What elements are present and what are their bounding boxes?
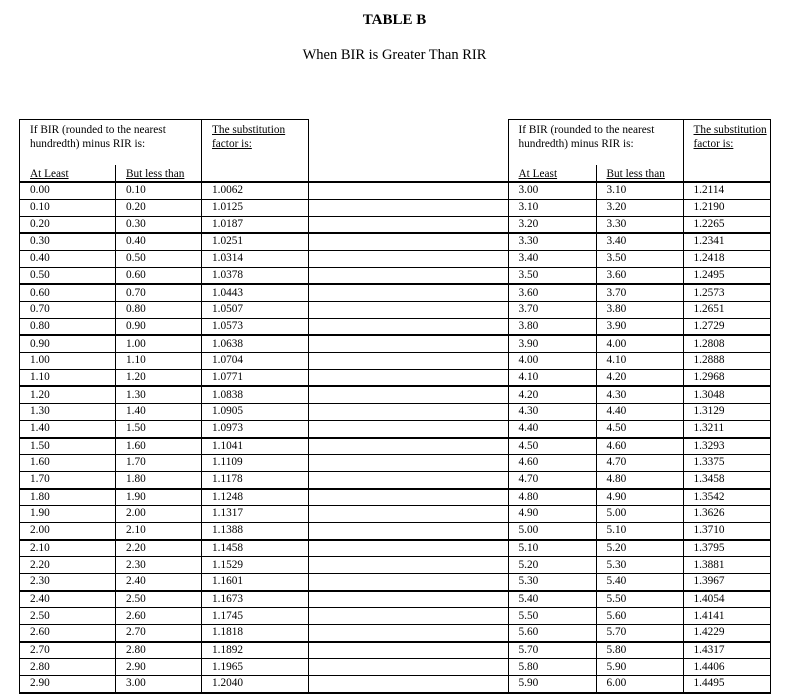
cell-at-least: 3.00 bbox=[508, 182, 596, 199]
cell-at-least: 5.20 bbox=[508, 557, 596, 574]
cell-at-least: 2.30 bbox=[20, 574, 116, 591]
column-header-at-least bbox=[508, 165, 596, 183]
cell-less-than: 3.60 bbox=[596, 267, 683, 284]
table-row bbox=[20, 216, 309, 233]
cell-factor: 1.3795 bbox=[683, 540, 770, 557]
spacer bbox=[308, 506, 508, 523]
table-row bbox=[20, 574, 309, 591]
spacer bbox=[308, 302, 508, 319]
cell-at-least: 4.60 bbox=[508, 455, 596, 472]
cell-factor: 1.0838 bbox=[202, 386, 309, 403]
cell-less-than: 5.60 bbox=[596, 608, 683, 625]
table-row bbox=[308, 676, 770, 693]
cell-at-least: 1.10 bbox=[20, 369, 116, 386]
column-header-at-least bbox=[20, 165, 116, 183]
cell-less-than: 0.90 bbox=[116, 318, 202, 335]
column-header-less-than bbox=[116, 165, 202, 183]
spacer bbox=[308, 591, 508, 608]
cell-factor: 1.1458 bbox=[202, 540, 309, 557]
cell-less-than: 1.60 bbox=[116, 438, 202, 455]
table-row bbox=[308, 489, 770, 506]
cell-factor: 1.1818 bbox=[202, 625, 309, 642]
table-row bbox=[308, 574, 770, 591]
table-row bbox=[20, 471, 309, 488]
table-row bbox=[308, 335, 770, 352]
table-row bbox=[308, 302, 770, 319]
spacer bbox=[308, 676, 508, 693]
cell-factor: 1.3542 bbox=[683, 489, 770, 506]
cell-at-least: 3.80 bbox=[508, 318, 596, 335]
cell-factor: 1.0771 bbox=[202, 369, 309, 386]
cell-at-least: 0.30 bbox=[20, 233, 116, 250]
spacer bbox=[308, 199, 508, 216]
cell-at-least: 4.70 bbox=[508, 471, 596, 488]
cell-factor: 1.2968 bbox=[683, 369, 770, 386]
spacer bbox=[308, 557, 508, 574]
cell-at-least: 5.80 bbox=[508, 659, 596, 676]
cell-at-least: 2.40 bbox=[20, 591, 116, 608]
table-row bbox=[308, 540, 770, 557]
table-row bbox=[308, 455, 770, 472]
cell-less-than: 2.70 bbox=[116, 625, 202, 642]
cell-less-than: 3.20 bbox=[596, 199, 683, 216]
cell-factor: 1.2190 bbox=[683, 199, 770, 216]
cell-factor: 1.2114 bbox=[683, 182, 770, 199]
table-row bbox=[20, 267, 309, 284]
cell-less-than: 5.80 bbox=[596, 642, 683, 659]
cell-factor: 1.2495 bbox=[683, 267, 770, 284]
table-row bbox=[308, 267, 770, 284]
cell-less-than: 2.90 bbox=[116, 659, 202, 676]
cell-at-least: 4.20 bbox=[508, 386, 596, 403]
cell-factor: 1.3458 bbox=[683, 471, 770, 488]
factor-header-text: The substitution factor is: bbox=[212, 124, 286, 151]
cell-factor: 1.0125 bbox=[202, 199, 309, 216]
cell-at-least: 5.30 bbox=[508, 574, 596, 591]
table-row bbox=[308, 625, 770, 642]
spacer bbox=[308, 353, 508, 370]
cell-at-least: 2.10 bbox=[20, 540, 116, 557]
range-header: If BIR (rounded to the nearest hundredth) minus RIR is: bbox=[20, 120, 202, 165]
cell-less-than: 2.30 bbox=[116, 557, 202, 574]
cell-less-than: 4.80 bbox=[596, 471, 683, 488]
cell-factor: 1.3967 bbox=[683, 574, 770, 591]
table-row bbox=[308, 404, 770, 421]
cell-at-least: 3.10 bbox=[508, 199, 596, 216]
cell-at-least: 0.40 bbox=[20, 250, 116, 267]
table-row bbox=[308, 318, 770, 335]
spacer bbox=[308, 438, 508, 455]
cell-less-than: 0.10 bbox=[116, 182, 202, 199]
cell-factor: 1.2573 bbox=[683, 284, 770, 301]
cell-at-least: 2.20 bbox=[20, 557, 116, 574]
table-row bbox=[20, 199, 309, 216]
spacer bbox=[308, 369, 508, 386]
cell-less-than: 1.20 bbox=[116, 369, 202, 386]
cell-factor: 1.1041 bbox=[202, 438, 309, 455]
cell-factor: 1.4495 bbox=[683, 676, 770, 693]
cell-less-than: 0.20 bbox=[116, 199, 202, 216]
table-row bbox=[308, 471, 770, 488]
table-row bbox=[308, 659, 770, 676]
spacer bbox=[308, 608, 508, 625]
table-row bbox=[20, 557, 309, 574]
cell-factor: 1.0905 bbox=[202, 404, 309, 421]
cell-factor: 1.0187 bbox=[202, 216, 309, 233]
cell-less-than: 1.00 bbox=[116, 335, 202, 352]
cell-at-least: 3.50 bbox=[508, 267, 596, 284]
cell-factor: 1.1109 bbox=[202, 455, 309, 472]
cell-factor: 1.1673 bbox=[202, 591, 309, 608]
cell-less-than: 5.50 bbox=[596, 591, 683, 608]
table-row bbox=[20, 386, 309, 403]
table-row bbox=[20, 591, 309, 608]
cell-factor: 1.3129 bbox=[683, 404, 770, 421]
cell-less-than: 3.50 bbox=[596, 250, 683, 267]
cell-at-least: 3.30 bbox=[508, 233, 596, 250]
cell-factor: 1.2418 bbox=[683, 250, 770, 267]
cell-at-least: 5.90 bbox=[508, 676, 596, 693]
cell-factor: 1.3626 bbox=[683, 506, 770, 523]
cell-less-than: 3.10 bbox=[596, 182, 683, 199]
cell-factor: 1.0378 bbox=[202, 267, 309, 284]
spacer bbox=[308, 625, 508, 642]
cell-at-least: 1.70 bbox=[20, 471, 116, 488]
spacer bbox=[308, 182, 508, 199]
cell-less-than: 1.50 bbox=[116, 420, 202, 437]
spacer bbox=[308, 318, 508, 335]
table-row bbox=[308, 506, 770, 523]
cell-less-than: 4.00 bbox=[596, 335, 683, 352]
spacer bbox=[308, 455, 508, 472]
cell-less-than: 2.50 bbox=[116, 591, 202, 608]
cell-at-least: 4.80 bbox=[508, 489, 596, 506]
cell-at-least: 0.20 bbox=[20, 216, 116, 233]
cell-less-than: 4.30 bbox=[596, 386, 683, 403]
cell-less-than: 4.50 bbox=[596, 420, 683, 437]
cell-at-least: 1.30 bbox=[20, 404, 116, 421]
cell-factor: 1.0062 bbox=[202, 182, 309, 199]
table-row bbox=[308, 369, 770, 386]
cell-at-least: 0.60 bbox=[20, 284, 116, 301]
table-row bbox=[20, 420, 309, 437]
spacer bbox=[308, 216, 508, 233]
cell-factor: 1.0638 bbox=[202, 335, 309, 352]
cell-factor: 1.4406 bbox=[683, 659, 770, 676]
cell-factor: 1.4229 bbox=[683, 625, 770, 642]
cell-at-least: 0.50 bbox=[20, 267, 116, 284]
cell-at-least: 5.40 bbox=[508, 591, 596, 608]
spacer bbox=[308, 250, 508, 267]
cell-at-least: 2.80 bbox=[20, 659, 116, 676]
cell-factor: 1.1388 bbox=[202, 522, 309, 539]
cell-less-than: 1.40 bbox=[116, 404, 202, 421]
cell-less-than: 3.90 bbox=[596, 318, 683, 335]
cell-factor: 1.2808 bbox=[683, 335, 770, 352]
table-row bbox=[20, 522, 309, 539]
cell-factor: 1.0443 bbox=[202, 284, 309, 301]
cell-factor: 1.2341 bbox=[683, 233, 770, 250]
cell-less-than: 2.60 bbox=[116, 608, 202, 625]
factor-header bbox=[683, 120, 770, 165]
table-row bbox=[20, 489, 309, 506]
cell-factor: 1.2651 bbox=[683, 302, 770, 319]
cell-at-least: 2.70 bbox=[20, 642, 116, 659]
spacer bbox=[308, 540, 508, 557]
table-row bbox=[308, 591, 770, 608]
cell-factor: 1.4317 bbox=[683, 642, 770, 659]
table-row bbox=[20, 302, 309, 319]
table-row bbox=[20, 233, 309, 250]
cell-at-least: 3.90 bbox=[508, 335, 596, 352]
cell-factor: 1.4054 bbox=[683, 591, 770, 608]
cell-factor: 1.1248 bbox=[202, 489, 309, 506]
cell-at-least: 2.60 bbox=[20, 625, 116, 642]
cell-factor: 1.2265 bbox=[683, 216, 770, 233]
table-row bbox=[20, 404, 309, 421]
cell-less-than: 3.70 bbox=[596, 284, 683, 301]
cell-at-least: 5.70 bbox=[508, 642, 596, 659]
cell-less-than: 5.40 bbox=[596, 574, 683, 591]
cell-factor: 1.3710 bbox=[683, 522, 770, 539]
cell-factor: 1.1892 bbox=[202, 642, 309, 659]
cell-less-than: 0.70 bbox=[116, 284, 202, 301]
cell-factor: 1.1529 bbox=[202, 557, 309, 574]
cell-factor: 1.2888 bbox=[683, 353, 770, 370]
cell-at-least: 4.30 bbox=[508, 404, 596, 421]
cell-at-least: 1.00 bbox=[20, 353, 116, 370]
table-row bbox=[20, 625, 309, 642]
spacer bbox=[308, 284, 508, 301]
spacer bbox=[308, 489, 508, 506]
cell-factor: 1.4141 bbox=[683, 608, 770, 625]
cell-at-least: 0.80 bbox=[20, 318, 116, 335]
cell-factor: 1.0573 bbox=[202, 318, 309, 335]
table-row bbox=[20, 318, 309, 335]
cell-less-than: 2.00 bbox=[116, 506, 202, 523]
cell-less-than: 4.10 bbox=[596, 353, 683, 370]
cell-at-least: 3.40 bbox=[508, 250, 596, 267]
cell-less-than: 3.00 bbox=[116, 676, 202, 693]
cell-factor: 1.1745 bbox=[202, 608, 309, 625]
table-row bbox=[20, 676, 309, 693]
cell-less-than: 1.90 bbox=[116, 489, 202, 506]
spacer bbox=[308, 233, 508, 250]
cell-factor: 1.3375 bbox=[683, 455, 770, 472]
cell-at-least: 4.40 bbox=[508, 420, 596, 437]
cell-less-than: 0.50 bbox=[116, 250, 202, 267]
cell-factor: 1.0507 bbox=[202, 302, 309, 319]
factor-header bbox=[202, 120, 309, 165]
column-header-factor bbox=[683, 165, 770, 183]
table-row bbox=[308, 557, 770, 574]
column-header-less-than bbox=[596, 165, 683, 183]
cell-less-than: 2.80 bbox=[116, 642, 202, 659]
cell-at-least: 1.80 bbox=[20, 489, 116, 506]
table-row bbox=[308, 642, 770, 659]
cell-factor: 1.3048 bbox=[683, 386, 770, 403]
table-row bbox=[308, 199, 770, 216]
table-row bbox=[20, 608, 309, 625]
cell-less-than: 0.80 bbox=[116, 302, 202, 319]
table-row bbox=[308, 386, 770, 403]
table-row bbox=[20, 182, 309, 199]
cell-less-than: 1.30 bbox=[116, 386, 202, 403]
cell-less-than: 1.10 bbox=[116, 353, 202, 370]
table-row bbox=[20, 335, 309, 352]
cell-at-least: 4.10 bbox=[508, 369, 596, 386]
spacer bbox=[308, 574, 508, 591]
table-row bbox=[308, 182, 770, 199]
cell-less-than: 4.20 bbox=[596, 369, 683, 386]
cell-less-than: 5.70 bbox=[596, 625, 683, 642]
cell-at-least: 1.50 bbox=[20, 438, 116, 455]
table-row bbox=[308, 438, 770, 455]
table-row bbox=[20, 438, 309, 455]
cell-at-least: 0.90 bbox=[20, 335, 116, 352]
table-row bbox=[20, 369, 309, 386]
cell-less-than: 6.00 bbox=[596, 676, 683, 693]
cell-less-than: 1.80 bbox=[116, 471, 202, 488]
cell-less-than: 2.40 bbox=[116, 574, 202, 591]
right-factor-table bbox=[308, 119, 771, 694]
cell-less-than: 5.20 bbox=[596, 540, 683, 557]
page-subtitle: When BIR is Greater Than RIR bbox=[302, 47, 487, 63]
table-row bbox=[20, 540, 309, 557]
table-row bbox=[308, 522, 770, 539]
table-row bbox=[308, 420, 770, 437]
cell-less-than: 5.10 bbox=[596, 522, 683, 539]
cell-factor: 1.3293 bbox=[683, 438, 770, 455]
column-header-label: But less than bbox=[606, 167, 665, 180]
cell-at-least: 5.10 bbox=[508, 540, 596, 557]
cell-at-least: 2.50 bbox=[20, 608, 116, 625]
cell-at-least: 1.90 bbox=[20, 506, 116, 523]
cell-at-least: 0.00 bbox=[20, 182, 116, 199]
cell-factor: 1.3881 bbox=[683, 557, 770, 574]
cell-factor: 1.1178 bbox=[202, 471, 309, 488]
page-title: TABLE B bbox=[362, 12, 427, 28]
cell-less-than: 1.70 bbox=[116, 455, 202, 472]
column-header-label: At Least bbox=[30, 167, 69, 180]
cell-less-than: 5.90 bbox=[596, 659, 683, 676]
cell-at-least: 1.20 bbox=[20, 386, 116, 403]
table-row bbox=[308, 284, 770, 301]
cell-less-than: 4.40 bbox=[596, 404, 683, 421]
table-row bbox=[308, 353, 770, 370]
cell-less-than: 0.30 bbox=[116, 216, 202, 233]
table-row bbox=[308, 233, 770, 250]
table-row bbox=[20, 353, 309, 370]
spacer bbox=[308, 335, 508, 352]
spacer bbox=[308, 659, 508, 676]
cell-at-least: 2.00 bbox=[20, 522, 116, 539]
left-factor-table bbox=[19, 119, 309, 694]
spacer bbox=[308, 642, 508, 659]
cell-factor: 1.1965 bbox=[202, 659, 309, 676]
cell-at-least: 3.60 bbox=[508, 284, 596, 301]
cell-at-least: 0.10 bbox=[20, 199, 116, 216]
cell-factor: 1.2040 bbox=[202, 676, 309, 693]
cell-less-than: 5.00 bbox=[596, 506, 683, 523]
column-header-label: At Least bbox=[518, 167, 558, 180]
cell-at-least: 4.00 bbox=[508, 353, 596, 370]
cell-at-least: 3.20 bbox=[508, 216, 596, 233]
spacer bbox=[308, 120, 508, 165]
cell-at-least: 5.60 bbox=[508, 625, 596, 642]
cell-factor: 1.0251 bbox=[202, 233, 309, 250]
cell-less-than: 4.70 bbox=[596, 455, 683, 472]
cell-less-than: 2.20 bbox=[116, 540, 202, 557]
spacer bbox=[308, 165, 508, 183]
cell-less-than: 0.40 bbox=[116, 233, 202, 250]
table-row bbox=[20, 642, 309, 659]
cell-at-least: 5.50 bbox=[508, 608, 596, 625]
cell-less-than: 3.80 bbox=[596, 302, 683, 319]
table-row bbox=[308, 608, 770, 625]
cell-at-least: 4.50 bbox=[508, 438, 596, 455]
spacer bbox=[308, 420, 508, 437]
table-row bbox=[20, 455, 309, 472]
spacer bbox=[308, 386, 508, 403]
cell-factor: 1.3211 bbox=[683, 420, 770, 437]
cell-at-least: 3.70 bbox=[508, 302, 596, 319]
cell-at-least: 5.00 bbox=[508, 522, 596, 539]
cell-factor: 1.2729 bbox=[683, 318, 770, 335]
cell-less-than: 4.90 bbox=[596, 489, 683, 506]
table-row bbox=[20, 250, 309, 267]
cell-less-than: 3.30 bbox=[596, 216, 683, 233]
cell-factor: 1.0704 bbox=[202, 353, 309, 370]
cell-factor: 1.0314 bbox=[202, 250, 309, 267]
spacer bbox=[308, 471, 508, 488]
table-row bbox=[20, 659, 309, 676]
column-header-factor bbox=[202, 165, 309, 183]
table-row bbox=[20, 284, 309, 301]
cell-less-than: 0.60 bbox=[116, 267, 202, 284]
spacer bbox=[308, 267, 508, 284]
cell-at-least: 2.90 bbox=[20, 676, 116, 693]
cell-factor: 1.1601 bbox=[202, 574, 309, 591]
cell-less-than: 2.10 bbox=[116, 522, 202, 539]
range-header: If BIR (rounded to the nearest hundredth) minus RIR is: bbox=[508, 120, 683, 165]
cell-at-least: 1.40 bbox=[20, 420, 116, 437]
cell-at-least: 4.90 bbox=[508, 506, 596, 523]
spacer bbox=[308, 522, 508, 539]
cell-factor: 1.1317 bbox=[202, 506, 309, 523]
column-header-label: But less than bbox=[126, 167, 185, 180]
cell-less-than: 4.60 bbox=[596, 438, 683, 455]
table-row bbox=[308, 216, 770, 233]
factor-header-text: The substitution factor is: bbox=[693, 124, 767, 151]
cell-at-least: 0.70 bbox=[20, 302, 116, 319]
spacer bbox=[308, 404, 508, 421]
table-row bbox=[308, 250, 770, 267]
cell-at-least: 1.60 bbox=[20, 455, 116, 472]
cell-factor: 1.0973 bbox=[202, 420, 309, 437]
cell-less-than: 3.40 bbox=[596, 233, 683, 250]
cell-less-than: 5.30 bbox=[596, 557, 683, 574]
table-row bbox=[20, 506, 309, 523]
